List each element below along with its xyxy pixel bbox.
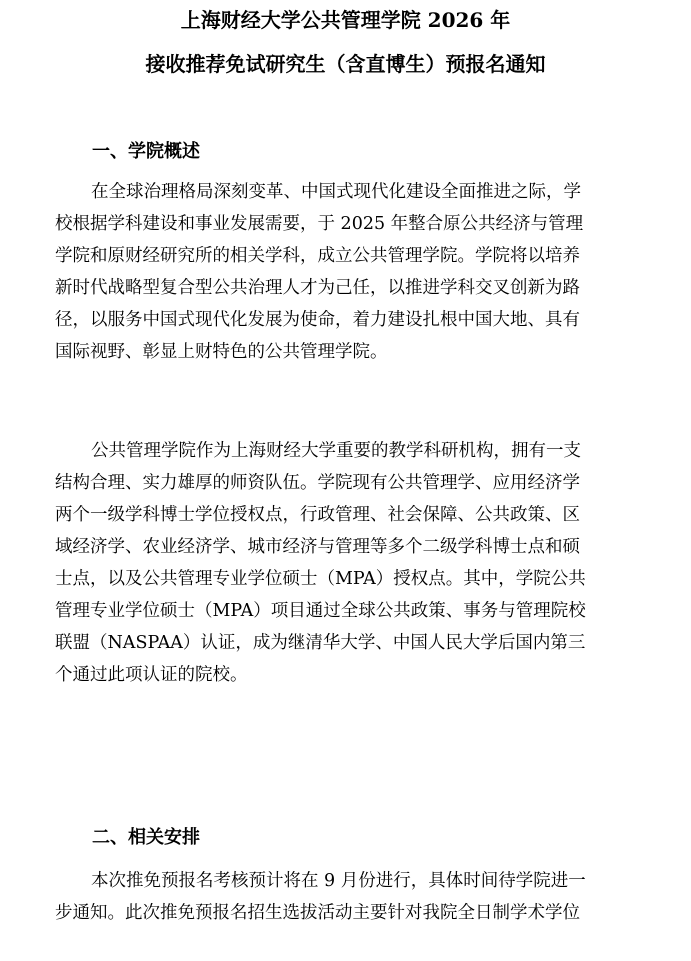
paragraph-overview-1 bbox=[55, 176, 635, 368]
section-heading-arrangements: 二、相关安排 bbox=[92, 827, 200, 848]
paragraph-line: 本次推免预报名考核预计将在 9 月份进行，具体时间待学院进一 bbox=[91, 871, 586, 891]
paragraph-line: 在全球治理格局深刻变革、中国式现代化建设全面推进之际，学 bbox=[91, 182, 581, 202]
paragraph-line: 公共管理学院作为上海财经大学重要的教学科研机构，拥有一支 bbox=[91, 441, 581, 461]
paragraph-line: 联盟（NASPAA）认证，成为继清华大学、中国人民大学后国内第三 bbox=[55, 633, 586, 653]
paragraph-line: 校根据学科建设和事业发展需要，于 2025 年整合原公共经济与管理 bbox=[55, 214, 584, 234]
paragraph-line: 域经济学、农业经济学、城市经济与管理等多个二级学科博士点和硕 bbox=[55, 537, 580, 557]
paragraph-line: 学院和原财经研究所的相关学科，成立公共管理学院。学院将以培养 bbox=[55, 246, 580, 266]
paragraph-arrangements-1 bbox=[55, 865, 635, 929]
paragraph-line: 新时代战略型复合型公共治理人才为己任，以推进学科交叉创新为路 bbox=[55, 278, 580, 298]
paragraph-line: 径，以服务中国式现代化发展为使命，着力建设扎根中国大地、具有 bbox=[55, 310, 580, 330]
paragraph-line: 结构合理、实力雄厚的师资队伍。学院现有公共管理学、应用经济学 bbox=[55, 473, 580, 493]
section-heading-overview: 一、学院概述 bbox=[92, 141, 200, 162]
paragraph-line: 国际视野、彰显上财特色的公共管理学院。 bbox=[55, 342, 388, 362]
document-title-line-1: 上海财经大学公共管理学院 2026 年 bbox=[180, 8, 511, 32]
document-title-line-2: 接收推荐免试研究生（含直博生）预报名通知 bbox=[145, 52, 546, 76]
paragraph-overview-2 bbox=[55, 435, 635, 691]
paragraph-line: 士点，以及公共管理专业学位硕士（MPA）授权点。其中，学院公共 bbox=[55, 569, 586, 589]
paragraph-line: 管理专业学位硕士（MPA）项目通过全球公共政策、事务与管理院校 bbox=[55, 601, 586, 621]
paragraph-line: 个通过此项认证的院校。 bbox=[55, 665, 248, 685]
paragraph-line: 两个一级学科博士学位授权点，行政管理、社会保障、公共政策、区 bbox=[55, 505, 580, 525]
paragraph-line: 步通知。此次推免预报名招生选拔活动主要针对我院全日制学术学位 bbox=[55, 903, 580, 923]
